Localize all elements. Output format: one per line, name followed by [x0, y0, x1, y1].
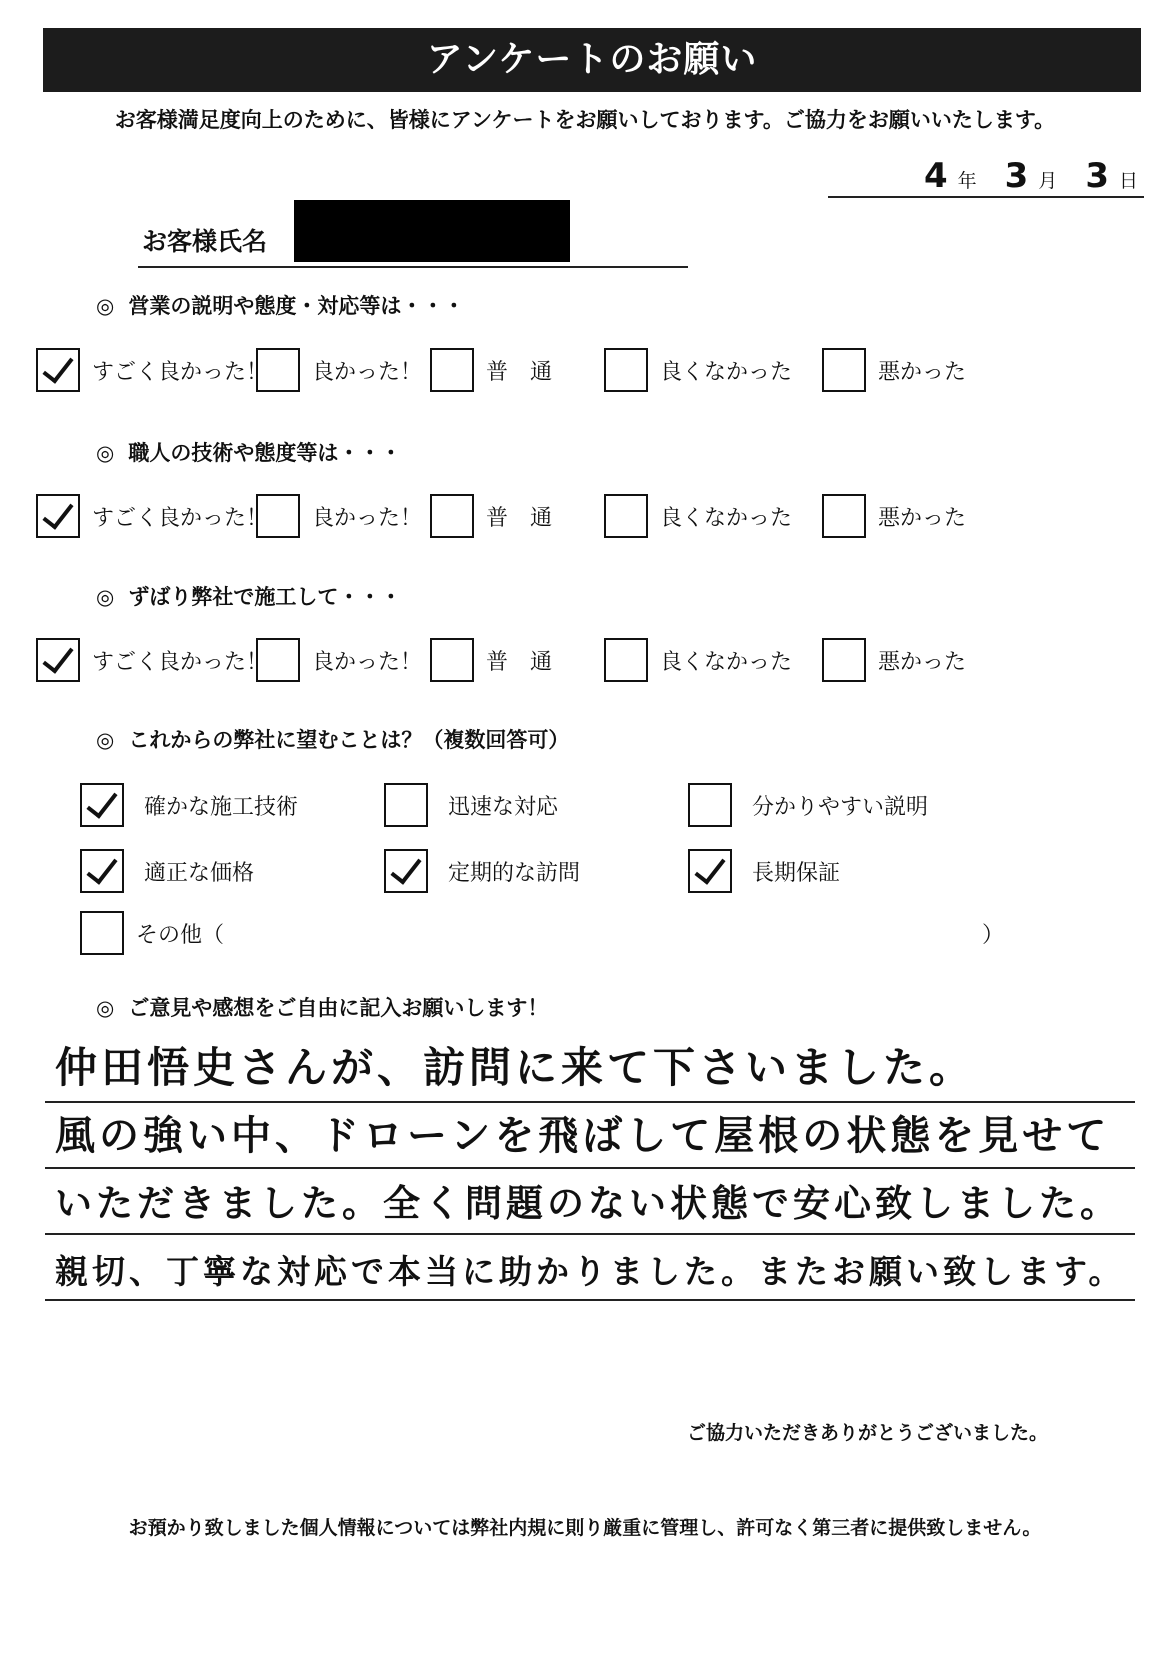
wish-option-label: 確かな施工技術 — [144, 794, 299, 820]
checkbox[interactable] — [822, 494, 866, 538]
rating-option-label: 普 通 — [486, 359, 553, 385]
rating-option-label: 悪かった — [878, 649, 967, 675]
wish-option[interactable] — [80, 780, 298, 830]
customer-name-label: お客様氏名 — [142, 227, 268, 256]
comment-line — [45, 1037, 1135, 1103]
rating-option[interactable] — [822, 345, 966, 395]
rating-option-label: 良くなかった — [660, 359, 793, 385]
wishes-heading-text: これからの弊社に望むことは？（複数回答可） — [128, 728, 570, 752]
wish-option-label: 分かりやすい説明 — [752, 794, 929, 820]
wish-option-label: 長期保証 — [752, 860, 841, 886]
rating-option[interactable] — [36, 345, 268, 395]
wish-option-label: 迅速な対応 — [448, 794, 559, 820]
comments-heading — [96, 992, 548, 1022]
rating-option[interactable] — [256, 345, 422, 395]
checkbox[interactable] — [256, 494, 300, 538]
rating-option-label: 良かった！ — [312, 649, 423, 675]
checkbox[interactable] — [604, 638, 648, 682]
section-heading — [96, 290, 464, 320]
checkbox[interactable] — [604, 494, 648, 538]
rating-row — [0, 491, 1170, 541]
wish-option[interactable] — [688, 780, 928, 830]
date-year[interactable]: 4 — [923, 156, 948, 196]
rating-option-label: 悪かった — [878, 359, 967, 385]
date-month-unit: 月 — [1038, 170, 1058, 192]
section-heading — [96, 437, 401, 467]
rating-option[interactable] — [604, 345, 792, 395]
rating-option[interactable] — [430, 345, 552, 395]
rating-option-label: 普 通 — [486, 649, 553, 675]
checked-checkbox[interactable] — [36, 348, 80, 392]
rating-option-label: すごく良かった！ — [92, 649, 269, 675]
rating-option[interactable] — [256, 491, 422, 541]
rating-option-label: 良くなかった — [660, 505, 793, 531]
customer-name-field — [138, 200, 688, 268]
wish-other[interactable] — [80, 908, 224, 958]
rating-option-label: 悪かった — [878, 505, 967, 531]
checkbox[interactable] — [430, 638, 474, 682]
wish-option[interactable] — [80, 846, 254, 896]
wish-option[interactable] — [688, 846, 840, 896]
rating-option[interactable] — [430, 635, 552, 685]
checkbox[interactable] — [384, 783, 428, 827]
comment-line — [45, 1169, 1135, 1235]
section-mark: ◎ — [96, 441, 115, 465]
section-mark: ◎ — [96, 294, 115, 318]
redacted-name[interactable] — [294, 200, 570, 262]
section-heading — [96, 581, 401, 611]
section-heading-text: 営業の説明や態度・対応等は・・・ — [128, 294, 465, 318]
checked-checkbox[interactable] — [36, 638, 80, 682]
rating-row — [0, 635, 1170, 685]
checkbox[interactable] — [256, 638, 300, 682]
wish-option-label: 適正な価格 — [144, 860, 255, 886]
rating-option[interactable] — [36, 491, 268, 541]
checked-checkbox[interactable] — [688, 849, 732, 893]
date-month[interactable]: 3 — [1004, 156, 1029, 196]
rating-option[interactable] — [256, 635, 422, 685]
section-mark: ◎ — [96, 996, 115, 1020]
rating-option[interactable] — [430, 491, 552, 541]
section-mark: ◎ — [96, 585, 115, 609]
date-field — [828, 158, 1144, 198]
comments-area[interactable] — [45, 1037, 1135, 1301]
section-heading-text: ずばり弊社で施工して・・・ — [128, 585, 402, 609]
privacy-notice: お預かり致しました個人情報については弊社内規に則り厳重に管理し、許可なく第三者に提供致しません。 — [128, 1517, 1042, 1539]
wish-other-close: ） — [982, 923, 1005, 948]
page-title: アンケートのお願い — [43, 28, 1141, 92]
checkbox[interactable] — [430, 348, 474, 392]
rating-option[interactable] — [822, 491, 966, 541]
wish-other-row — [0, 908, 1170, 958]
section-mark: ◎ — [96, 728, 115, 752]
rating-option[interactable] — [822, 635, 966, 685]
date-day-unit: 日 — [1118, 170, 1138, 192]
comment-line — [45, 1235, 1135, 1301]
rating-option[interactable] — [604, 635, 792, 685]
rating-option-label: すごく良かった！ — [92, 359, 269, 385]
section-heading-text: 職人の技術や態度等は・・・ — [128, 441, 402, 465]
checkbox[interactable] — [430, 494, 474, 538]
wishes-heading — [96, 724, 569, 754]
wish-option[interactable] — [384, 846, 580, 896]
rating-option[interactable] — [36, 635, 268, 685]
handwritten-comment: 仲田悟史さんが、訪問に来て下さいました。 — [55, 1043, 976, 1092]
checkbox[interactable] — [822, 348, 866, 392]
handwritten-comment: 風の強い中、ドローンを飛ばして屋根の状態を見せて — [55, 1112, 1111, 1159]
date-year-unit: 年 — [957, 170, 977, 192]
rating-option[interactable] — [604, 491, 792, 541]
checked-checkbox[interactable] — [80, 849, 124, 893]
wish-option-label: 定期的な訪問 — [448, 860, 581, 886]
checkbox[interactable] — [822, 638, 866, 682]
handwritten-comment: 親切、丁寧な対応で本当に助かりました。またお願い致します。 — [55, 1252, 1126, 1291]
rating-option-label: 良かった！ — [312, 359, 423, 385]
comments-heading-text: ご意見や感想をご自由に記入お願いします！ — [128, 996, 549, 1020]
checkbox[interactable] — [256, 348, 300, 392]
rating-row — [0, 345, 1170, 395]
checkbox[interactable] — [688, 783, 732, 827]
rating-option-label: 良かった！ — [312, 505, 423, 531]
checkbox[interactable] — [80, 911, 124, 955]
comment-line — [45, 1103, 1135, 1169]
rating-option-label: すごく良かった！ — [92, 505, 269, 531]
rating-option-label: 良くなかった — [660, 649, 793, 675]
wish-other-label: その他（ — [136, 922, 225, 948]
thanks-text: ご協力いただきありがとうございました。 — [686, 1422, 1048, 1444]
checked-checkbox[interactable] — [36, 494, 80, 538]
checked-checkbox[interactable] — [80, 783, 124, 827]
intro-text: お客様満足度向上のために、皆様にアンケートをお願いしております。ご協力をお願いいたします。 — [114, 108, 1056, 132]
checkbox[interactable] — [604, 348, 648, 392]
wish-option[interactable] — [384, 780, 558, 830]
rating-option-label: 普 通 — [486, 505, 553, 531]
date-day[interactable]: 3 — [1085, 156, 1109, 196]
handwritten-comment: いただきました。全く問題のない状態で安心致しました。 — [55, 1181, 1121, 1225]
checked-checkbox[interactable] — [384, 849, 428, 893]
